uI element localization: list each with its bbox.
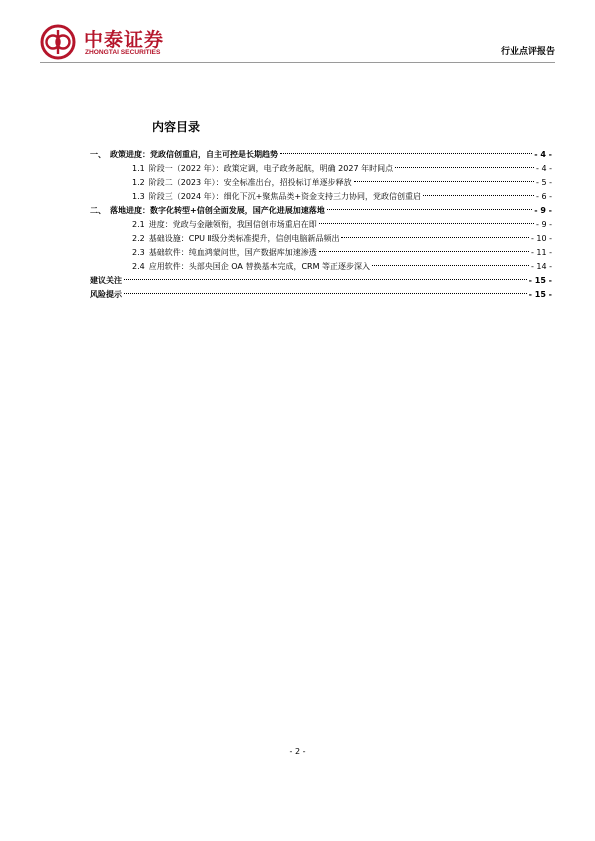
company-logo [40, 24, 180, 60]
toc-entry[interactable] [90, 148, 552, 162]
toc-entry-title: 建议关注 [90, 276, 122, 285]
toc-entry-number: 2.1 [132, 220, 145, 229]
toc-entry-number: 二、 [90, 206, 106, 215]
toc-leader-dots [327, 209, 533, 210]
company-name-cn: 中泰证券 [84, 29, 165, 51]
toc-entry-page: - 9 - [534, 206, 552, 215]
toc-entry[interactable] [132, 260, 552, 274]
toc-entry-title: 应用软件：头部央国企 OA 替换基本完成，CRM 等正逐步深入 [148, 262, 371, 271]
toc-entry[interactable] [132, 190, 552, 204]
report-type-label: 行业点评报告 [500, 47, 555, 57]
toc-leader-dots [280, 153, 532, 154]
toc-entry-title: 政策进度：党政信创重启，自主可控是长期趋势 [110, 150, 278, 159]
toc-entry-title: 基础设施：CPU Ⅱ级分类标准提升，信创电脑新品频出 [148, 234, 340, 243]
toc-entry-title: 风险提示 [90, 290, 122, 299]
toc-entry[interactable] [132, 246, 552, 260]
toc-entry-number: 2.4 [132, 262, 145, 271]
toc-entry-title: 进度：党政与金融领衔，我国信创市场重启在即 [148, 220, 317, 229]
toc-leader-dots [124, 293, 527, 294]
toc-entry[interactable] [132, 162, 552, 176]
toc-entry-title: 落地进度：数字化转型+信创全面发展，国产化进展加速落地 [110, 206, 325, 215]
toc-entry-page: - 15 - [528, 290, 552, 299]
toc-entry-page: - 14 - [530, 262, 552, 271]
toc-entry-number: 一、 [90, 150, 106, 159]
toc-leader-dots [423, 195, 534, 196]
toc-entry-number: 1.1 [132, 164, 145, 173]
toc-title: 内容目录 [152, 120, 201, 134]
toc-entry-page: - 4 - [534, 150, 552, 159]
toc-entry-number: 2.2 [132, 234, 145, 243]
toc-entry-page: - 15 - [528, 276, 552, 285]
toc-entry-page: - 4 - [536, 164, 552, 173]
toc-entry[interactable] [90, 204, 552, 218]
toc-entry[interactable] [132, 218, 552, 232]
toc-entry[interactable] [90, 288, 552, 302]
toc-entry[interactable] [132, 232, 552, 246]
toc-leader-dots [372, 265, 529, 266]
toc-entry-page: - 11 - [530, 248, 552, 257]
page-header [0, 0, 595, 70]
toc-entry-number: 1.3 [132, 192, 145, 201]
company-name-en: ZHONGTAI SECURITIES [85, 49, 161, 56]
toc-entry[interactable] [90, 274, 552, 288]
toc-leader-dots [319, 223, 534, 224]
toc-entry-page: - 5 - [536, 178, 552, 187]
toc-entry[interactable] [132, 176, 552, 190]
toc-entry-page: - 9 - [536, 220, 552, 229]
toc-entry-page: - 10 - [530, 234, 552, 243]
toc-leader-dots [395, 167, 534, 168]
toc-leader-dots [341, 237, 528, 238]
zhongtai-logo-icon [40, 24, 76, 60]
toc-entry-page: - 6 - [536, 192, 552, 201]
table-of-contents [90, 148, 552, 302]
toc-entry-title: 阶段二（2023 年）：安全标准出台，招投标订单逐步释放 [148, 178, 352, 187]
toc-leader-dots [319, 251, 529, 252]
toc-entry-title: 阶段三（2024 年）：细化下沉+聚焦品类+资金支持三力协同，党政信创重启 [148, 192, 422, 201]
toc-entry-number: 2.3 [132, 248, 145, 257]
toc-entry-title: 基础软件：纯血鸿蒙问世，国产数据库加速渗透 [148, 248, 317, 257]
toc-entry-number: 1.2 [132, 178, 145, 187]
page-number: - 2 - [289, 747, 306, 756]
toc-entry-title: 阶段一（2022 年）：政策定调，电子政务起航，明确 2027 年时间点 [148, 164, 394, 173]
toc-leader-dots [354, 181, 534, 182]
header-divider [40, 62, 555, 63]
toc-leader-dots [124, 279, 527, 280]
